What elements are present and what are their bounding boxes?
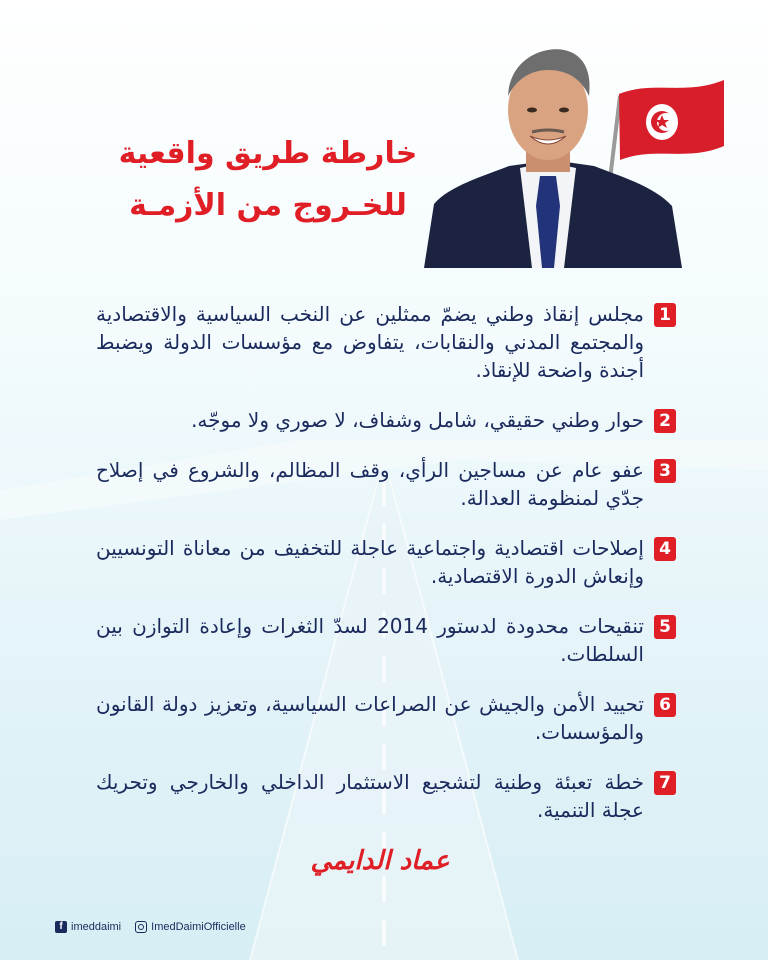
item-number-badge: 4 [654, 537, 676, 561]
item-number-badge: 2 [654, 409, 676, 433]
roadmap-item [96, 690, 676, 746]
item-text: عفو عام عن مساجين الرأي، وقف المظالم، والشروع في إصلاح جدّي لمنظومة العدالة. [96, 458, 644, 510]
roadmap-item [96, 300, 676, 384]
instagram-handle[interactable] [135, 921, 246, 933]
tunisia-flag [619, 80, 724, 160]
facebook-handle[interactable] [55, 921, 121, 933]
item-text: خطة تعبئة وطنية لتشجيع الاستثمار الداخلي والخارجي وتحريك عجلة التنمية. [96, 770, 644, 822]
item-text: حوار وطني حقيقي، شامل وشفاف، لا صوري ولا موجّه. [191, 408, 644, 432]
signature: عماد الدايمي [310, 846, 450, 876]
item-text: تنقيحات محدودة لدستور 2014 لسدّ الثغرات وإعادة التوازن بين السلطات. [96, 614, 644, 666]
title-line-1: خارطة طريق واقعية [118, 136, 418, 171]
facebook-handle-text: imeddaimi [71, 921, 122, 933]
roadmap-list [96, 300, 676, 846]
instagram-handle-text: ImedDaimiOfficielle [151, 921, 246, 933]
roadmap-item [96, 768, 676, 824]
instagram-icon [135, 921, 147, 933]
facebook-icon: f [55, 921, 67, 933]
roadmap-item [96, 406, 676, 434]
item-number-badge: 6 [654, 693, 676, 717]
poster-title [108, 128, 428, 232]
portrait-with-flag [424, 36, 724, 268]
title-line-2: للخـروج من الأزمـة [129, 188, 407, 223]
item-number-badge: 5 [654, 615, 676, 639]
roadmap-item [96, 456, 676, 512]
item-text: تحييد الأمن والجيش عن الصراعات السياسية، وتعزيز دولة القانون والمؤسسات. [96, 692, 644, 744]
item-text: إصلاحات اقتصادية واجتماعية عاجلة للتخفيف من معاناة التونسيين وإنعاش الدورة الاقتصادية. [96, 536, 644, 588]
roadmap-item [96, 534, 676, 590]
roadmap-item [96, 612, 676, 668]
social-handles [55, 921, 246, 933]
item-number-badge: 1 [654, 303, 676, 327]
item-number-badge: 3 [654, 459, 676, 483]
item-text: مجلس إنقاذ وطني يضمّ ممثلين عن النخب السياسية والاقتصادية والمجتمع المدني والنقابات، يتفاوض مع مؤسسات الدولة ويضبط أجندة واضحة للإنقاذ. [96, 302, 644, 382]
item-number-badge: 7 [654, 771, 676, 795]
